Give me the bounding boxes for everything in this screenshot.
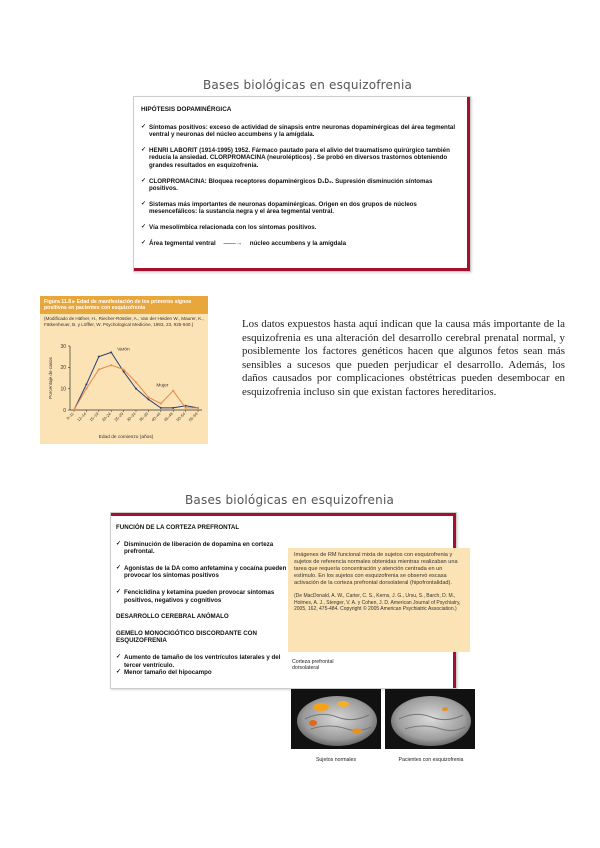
data-point	[197, 407, 199, 409]
bullet-item	[141, 240, 459, 248]
figure-box	[40, 296, 208, 444]
data-point	[160, 403, 162, 405]
brain-normal-icon	[291, 689, 381, 749]
age-onset-chart	[40, 332, 208, 444]
x-tick-label: 55–59	[187, 411, 199, 423]
data-point	[110, 364, 112, 366]
figure-source: (Modificado de Häfner, H., Riecher-Rössler, A., Van der Heiden W., Maurer, K., Fätkenheuer, B. y Löffler, W. Psychological Medicine, 1993, 23, 925-940.)	[44, 316, 204, 327]
sub-heading-twins: GEMELO MONOCIGÓTICO DISCORDANTE CON ESQUIZOFRENIA	[116, 629, 257, 645]
sub-heading-development: DESARROLLO CEREBRAL ANÓMALO	[116, 613, 229, 621]
data-point	[98, 368, 100, 370]
data-point	[185, 407, 187, 409]
fmri-note	[288, 548, 470, 652]
data-point	[172, 407, 174, 409]
x-tick-label: 25–29	[113, 411, 125, 423]
bullet-item: ✓ Fenciclidina y ketamina pueden provocar síntomas positivos, negativos y cognitivos	[116, 589, 291, 604]
y-tick-label: 30	[60, 343, 66, 350]
bullet-item: ✓ Agonistas de la DA como anfetamina y cocaína pueden provocar los síntomas positivos	[116, 565, 291, 580]
data-point	[160, 407, 162, 409]
bullet-item: ✓ CLORPROMACINA: Bloquea receptores dopaminérgicos D₁D₂. Supresión disminución síntomas positivos.	[141, 178, 459, 193]
bullet-item: ✓ Sistemas más importantes de neuronas dopaminérgicas. Origen en dos grupos de núcleos mesencefálicos: la sustancia negra y el área tegmental ventral.	[141, 201, 459, 216]
arrow-target-label: núcleo accumbens y la amígdala	[249, 239, 347, 247]
vta-label: Área tegmental ventral	[149, 239, 216, 247]
x-tick-label: 30–34	[125, 411, 137, 423]
caption-schizophrenia: Pacientes con esquizofrenia	[398, 757, 464, 763]
bullet-item: ✓ Menor tamaño del hipocampo	[116, 669, 291, 677]
data-point	[85, 388, 87, 390]
x-tick-label: 50–54	[175, 411, 187, 423]
series-line-male	[74, 352, 198, 410]
figure-caption: Figura 11.8 ▸ Edad de manifestación de los primeros signos positivos en pacientes con esquizofrenia	[40, 296, 208, 314]
y-tick-label: 20	[60, 365, 66, 372]
brain-image-schizophrenia	[385, 689, 475, 749]
data-point	[98, 356, 100, 358]
note-text: Imágenes de RM funcional mixta de sujetos con esquizofrenia y sujetos de referencia normales obtenidas mientras realizaban una tarea que requería concentración y atención centrada en un estímulo. En los sujetos con esquizofrenia se observó escasa activación de la corteza prefrontal dorsolateral (hipofrontalidad).	[294, 552, 458, 587]
bullet-item: ✓ Vía mesolímbica relacionada con los síntomas positivos.	[141, 224, 459, 232]
legend-female: Mujer	[156, 383, 169, 389]
slide-heading: HIPÓTESIS DOPAMINÉRGICA	[141, 106, 232, 113]
brain-region-label: Corteza prefrontal dorsolateral	[292, 659, 334, 672]
x-tick-label: 0–11	[65, 411, 75, 421]
brain-image-normal	[291, 689, 381, 749]
data-point	[135, 381, 137, 383]
x-tick-label: 40–44	[150, 411, 162, 423]
x-tick-label: 20–24	[100, 411, 112, 423]
slide2-heading: FUNCIÓN DE LA CORTEZA PREFRONTAL	[116, 524, 240, 531]
legend-male: Varón	[117, 347, 130, 353]
y-tick-label: 0	[63, 407, 66, 414]
note-citation: (De MacDonald, A. W., Carter, C. S., Kerns, J. G., Ursu, S., Barch, D. M., Holmes, A. J., Stenger, V. A. y Cohen, J. D. American Journal of Psychiatry, 2005, 162, 475-484. Copyright © 2005 American Psychiatric Association.)	[294, 593, 461, 613]
x-tick-label: 45–49	[162, 411, 174, 423]
dopamine-slide	[133, 96, 471, 272]
data-point	[123, 368, 125, 370]
data-point	[85, 383, 87, 385]
x-tick-label: 15–19	[88, 411, 100, 423]
bullet-item: ✓ Síntomas positivos: exceso de actividad de sinapsis entre neuronas dopaminérgicas del área tegmental ventral y neuronas del núcleo accumbens y la amígdala.	[141, 124, 459, 139]
data-point	[135, 388, 137, 390]
data-point	[172, 390, 174, 392]
x-tick-label: 12–14	[75, 411, 88, 423]
bullet-item: ✓ HENRI LABORIT (1914-1995) 1952. Fármaco pautado para el alivio del traumatismo quirúrgico también reducía la ansiedad. CLORPROMACINA (neurolépticos) . Se probó en diversos trastornos obteniendo grandes resultados en esquizofrenia.	[141, 147, 459, 170]
series-line-female	[74, 365, 198, 410]
y-axis-label: Porcentaje de casos	[48, 357, 53, 399]
data-point	[147, 398, 149, 400]
bullet-item: ✓ Disminución de liberación de dopamina en corteza prefrontal.	[116, 541, 291, 556]
section2-title: Bases biológicas en esquizofrenia	[185, 493, 395, 507]
y-tick-label: 10	[60, 386, 66, 393]
data-point	[110, 351, 112, 353]
data-point	[73, 409, 75, 411]
brain-patient-icon	[385, 689, 475, 749]
section1-title: Bases biológicas en esquizofrenia	[203, 78, 413, 92]
arrow-right-icon: ——→	[223, 239, 243, 247]
caption-normal: Sujetos normales	[315, 757, 357, 763]
x-axis-label: Edad de comienzo (años)	[98, 435, 154, 440]
bullet-item: ✓ Aumento de tamaño de los ventrículos laterales y del tercer ventrículo.	[116, 654, 291, 669]
x-tick-label: 35–39	[137, 411, 150, 423]
data-point	[147, 396, 149, 398]
body-paragraph: Los datos expuestos hasta aquí indican que la causa más importante de la esquizofrenia es una alteración del desarrollo cerebral prenatal normal, y posiblemente los factores genéticos hacen que algunos fetos sean más sensibles a sucesos que pueden perjudicar el desarrollo. Además, los daños causados por complicaciones obstétricas pueden desembocar en esquizofrenia incluso sin que existan factores hereditarios.	[242, 318, 565, 398]
